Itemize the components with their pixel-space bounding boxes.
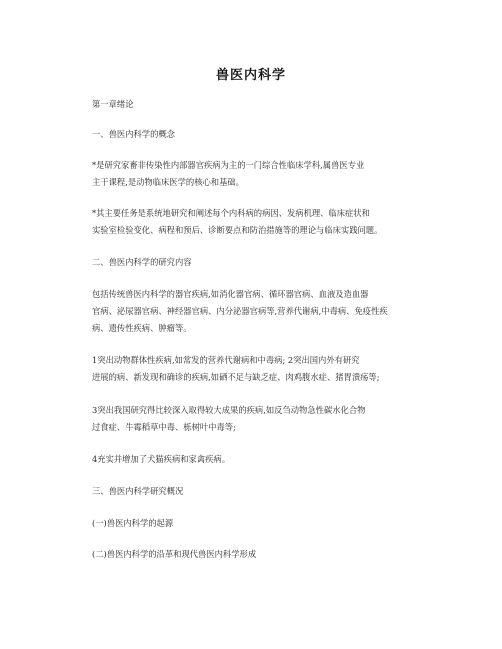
section-heading-content: 二、兽医内科学的研究内容 bbox=[92, 257, 192, 267]
paragraph-line: 主干课程,是动物临床医学的核心和基础。 bbox=[92, 177, 244, 187]
paragraph-content bbox=[92, 286, 414, 337]
paragraph-line: 病、遗传性疾病、肿瘤等。 bbox=[92, 323, 192, 333]
chapter-heading: 第一章绪论 bbox=[92, 99, 134, 109]
section-heading-overview: 三、兽医内科学研究概况 bbox=[92, 486, 184, 496]
paragraph-point-1-2 bbox=[92, 352, 414, 386]
paragraph-point-3 bbox=[92, 402, 414, 436]
document-title: 兽医内科学 bbox=[215, 68, 286, 83]
paragraph-line: *是研究家畜非传染性内部器官疾病为主的一门综合性临床学科,属兽医专业 bbox=[92, 160, 365, 170]
section-heading-concept: 一、兽医内科学的概念 bbox=[92, 129, 175, 139]
paragraph-line: 3突出我国研究得比较深入取得较大成果的疾病,如反刍动物急性碳水化合物 bbox=[92, 405, 366, 415]
paragraph-line: 官病、泌尿器官病、神经器官病、内分泌器官病等,营养代谢病,中毒病、免疫性疾 bbox=[92, 306, 388, 316]
paragraph-concept bbox=[92, 157, 414, 191]
subsection-heading-origin: (一)兽医内科学的起源 bbox=[92, 518, 174, 528]
paragraph-line: 进展的病、新发现和确诊的疾病,如硒不足与缺乏症、肉鸡腹水症、猪胃溃疡等; bbox=[92, 372, 380, 382]
subsection-heading-evolution: (二)兽医内科学的沿革和现代兽医内科学形成 bbox=[92, 549, 257, 559]
paragraph-point-4: 4充实并增加了犬猫疾病和家禽疾病。 bbox=[92, 454, 231, 464]
paragraph-line: 过食症、牛霉稻草中毒、栎树叶中毒等; bbox=[92, 422, 236, 432]
paragraph-line: 包括传统兽医内科学的器官疾病,如消化器官病、循环器官病、血液及造血器 bbox=[92, 289, 369, 299]
paragraph-tasks bbox=[92, 205, 414, 239]
paragraph-line: *其主要任务是系统地研究和阐述每个内科病的病因、发病机理、临床症状和 bbox=[92, 208, 370, 218]
paragraph-line: 实验室检验变化、病程和预后、诊断要点和防治措施等的理论与临床实践问题。 bbox=[92, 225, 383, 235]
paragraph-line: 1突出动物群体性疾病,如常发的营养代谢病和中毒病; 2突出国内外有研究 bbox=[92, 355, 360, 365]
